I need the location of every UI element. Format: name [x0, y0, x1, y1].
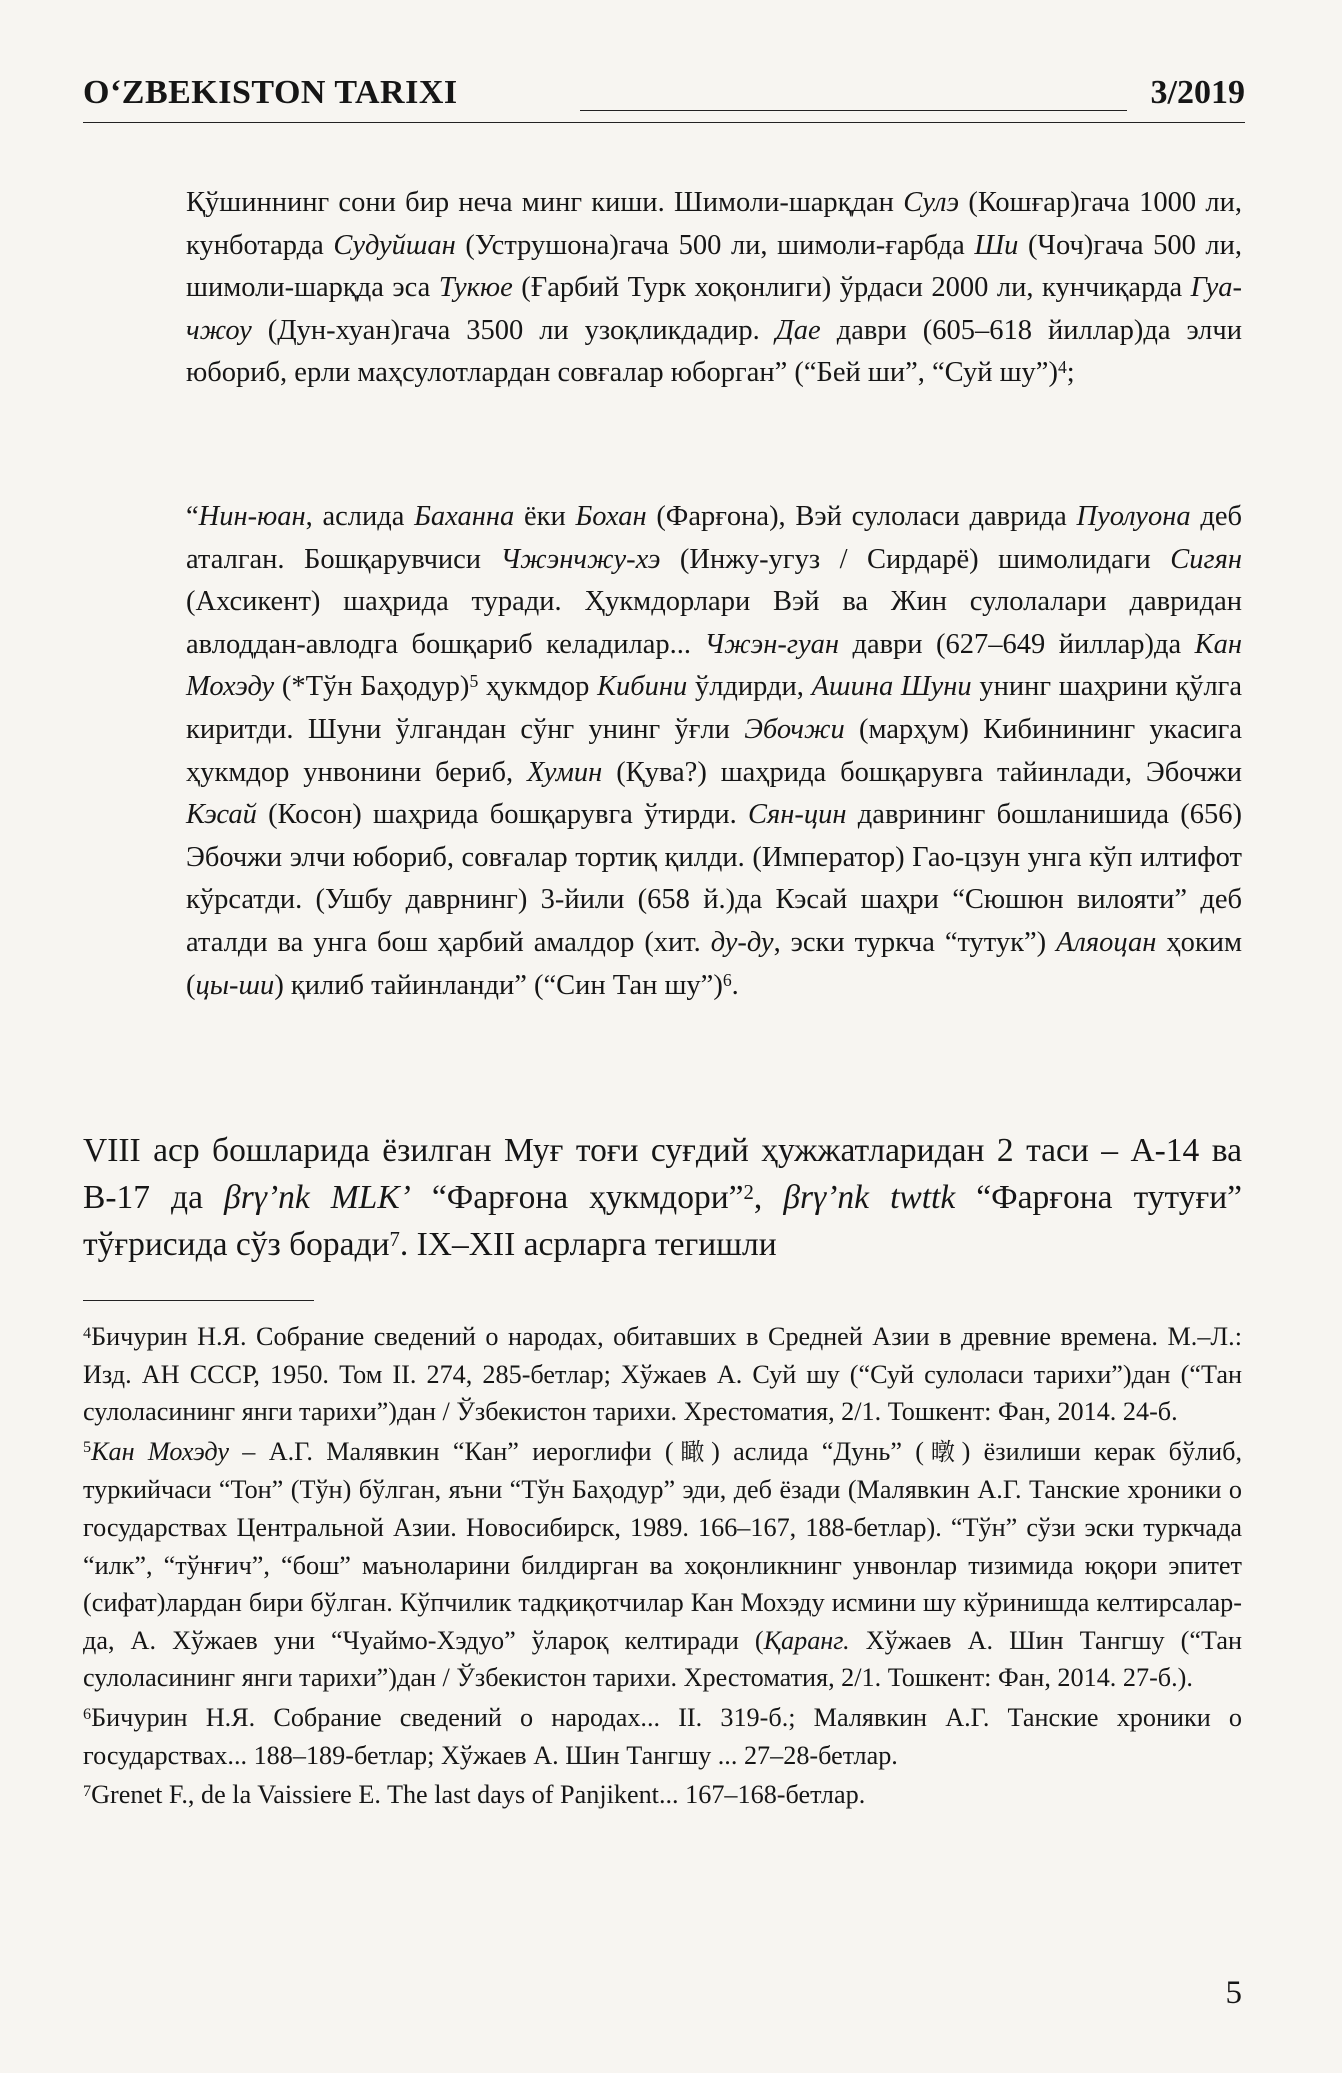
text-run: . IX–XII асрларга тегишли — [399, 1226, 777, 1263]
italic-term: Пуолуона — [1076, 501, 1191, 532]
footnote-5 — [83, 1433, 1242, 1697]
text-run: (Инжу-угуз / Сирдарё) шимолидаги — [660, 543, 1171, 575]
italic-term: Ашина Шуни — [811, 671, 972, 703]
footnote-ref-4[interactable]: 4 — [1057, 357, 1067, 378]
footnote-separator — [83, 1300, 314, 1301]
text-run: “ — [186, 501, 199, 532]
text-run: деб аталган. Бошқарувчиси — [186, 501, 1242, 575]
text-run: ) қилиб тайинланди” (“Син Тан шу”) — [274, 969, 723, 1001]
italic-term: Сян-цин — [748, 799, 847, 831]
footnote-text: – А.Г. Малявкин “Кан” иероглифи ( — [228, 1436, 674, 1466]
footnote-ref-5[interactable]: 5 — [469, 671, 479, 692]
footnote-number: 4 — [83, 1323, 92, 1342]
footnote-ref-2[interactable]: 2 — [743, 1180, 754, 1204]
text-run: (Ахсикент) шаҳрида туради. Ҳукмдорлари Вэй ва Жин сулолалари давридан авлоддан-авлодга бошқариб келадилар... — [186, 586, 1242, 660]
journal-title: O‘ZBEKISTON TARIXI — [83, 74, 458, 111]
text-run: (Кошғар)гача 1000 ли, кунботарда — [186, 187, 1242, 261]
italic-term: Чжэнчжу-хэ — [500, 543, 661, 575]
footnote-number: 5 — [83, 1438, 92, 1457]
italic-term: Эбочжи — [744, 713, 845, 745]
footnote-text: Бичурин Н.Я. Собрание сведений о народах... II. 319-б.; Малявкин А.Г. Танские хроники о государствах... 188–189-бетлар; Хўжаев А. Шин Тангшу ... 27–28-бетлар. — [83, 1702, 1242, 1770]
italic-term: ду-ду — [710, 926, 774, 958]
footnote-number: 7 — [83, 1781, 92, 1800]
text-run: ; — [1066, 357, 1075, 389]
text-run: (Уструшона)гача 500 ли, шимоли-ғарбда — [455, 229, 975, 261]
italic-term: цы-ши — [195, 969, 275, 1001]
quote-paragraph-1 — [186, 182, 1242, 395]
italic-term: Сулэ — [903, 187, 960, 218]
italic-term: Сигян — [1170, 543, 1242, 575]
text-run: даври (627–649 йиллар)да — [838, 628, 1195, 660]
text-run: , — [753, 1179, 784, 1216]
text-run: (Чоч)гача 500 ли, шимоли-шарқда эса — [186, 229, 1243, 304]
italic-term: Дае — [775, 314, 821, 346]
text-run: (Фарғона), Вэй сулоласи даврида — [646, 501, 1077, 532]
italic-term: Чжэн-гуан — [704, 628, 839, 660]
main-paragraph — [83, 1127, 1242, 1268]
text-run: (марҳум) Кибинининг укасига ҳукмдор унвонини бериб, — [186, 713, 1242, 788]
italic-term: Кэсай — [186, 799, 257, 831]
text-run: . — [731, 969, 739, 1001]
text-run: (Ғарбий Турк хоқонлиги) ўрдаси 2000 ли, кунчиқарда — [512, 272, 1191, 304]
footnote-text: Grenet F., de la Vaissiere E. The last days of Panjikent... 167–168-бетлар. — [91, 1780, 866, 1810]
text-run: даврининг бошланишида (656) Эбочжи элчи юбориб, совғалар тортиқ қилди. (Император) Гао-цзун унга кўп илтифот кўрсатди. (Ушбу даврнинг) 3-йили (658 й.)да Кэсай шаҳри “Сюшюн вилояти” деб аталди ва унга бош ҳарбий амалдор (хит. — [186, 799, 1242, 958]
cjk-character: 暾 — [924, 1437, 962, 1466]
italic-term: βrγ’nk twttk — [783, 1179, 956, 1216]
italic-term: Баханна — [414, 501, 515, 532]
italic-term: Қаранг. — [763, 1625, 850, 1655]
text-run: унинг шаҳрини қўлга киритди. Шуни ўлгандан сўнг унинг ўғли — [186, 671, 1243, 745]
italic-term: Кибини — [597, 671, 688, 703]
footnote-ref-7[interactable]: 7 — [389, 1227, 400, 1251]
text-run: “Фарғона тутуғи” тўғрисида сўз боради — [83, 1179, 1243, 1263]
text-run: ўлдирди, — [687, 671, 812, 703]
text-run: “Фарғона ҳукмдори” — [410, 1179, 744, 1216]
italic-term: Кан Мохэду — [91, 1436, 229, 1466]
running-header — [83, 70, 1245, 122]
cjk-character: 瞰 — [673, 1437, 712, 1466]
text-run: даври (605–618 йиллар)да элчи юбориб, ерли маҳсулотлардан совғалар юборган” (“Бей ши”, “Суй шу”) — [186, 314, 1242, 389]
text-run: , эски туркча “тутук”) — [773, 926, 1057, 958]
italic-term: Аляоцан — [1056, 926, 1157, 958]
footnote-number: 6 — [83, 1704, 92, 1723]
footnote-text: ) аслида “Дунь” ( — [711, 1436, 924, 1466]
text-run: (*Тўн Баҳодур) — [274, 671, 470, 703]
quote-block-2 — [186, 496, 1242, 1007]
text-run: VIII аср бошларида ёзилган Муғ тоғи суғдий ҳужжатларидан 2 таси – А-14 ва В-17 да — [83, 1132, 1242, 1216]
footnote-7 — [83, 1776, 1242, 1814]
italic-term: Тукюе — [438, 272, 513, 304]
quote-paragraph-2 — [186, 496, 1242, 1007]
italic-term: Гуа-чжоу — [186, 272, 1243, 346]
page-number: 5 — [1225, 1975, 1242, 2011]
quote-block-1 — [186, 182, 1242, 395]
text-run: (Косон) шаҳрида бошқарувга ўтирди. — [256, 799, 749, 831]
text-run: ҳоким ( — [186, 926, 1242, 1001]
text-run: (Қува?) шаҳрида бошқарувга тайинлади, Эбочжи — [602, 756, 1242, 788]
italic-term: Нин-юан — [198, 501, 306, 532]
text-run: (Дун-хуан)гача 3500 ли узоқликдадир. — [251, 314, 776, 346]
footnote-text: ) ёзилиши керак бўлиб, туркийчаси “Тон” (Тўн) бўлган, яъни “Тўн Баҳодур” эди, деб ёзади (Малявкин А.Г. Танские хроники о государствах Центральной Азии. Новосибирск, 1989. 166–167, 188-бетлар). “Тўн” сўзи эски туркчада “илк”, “тўнғич”, “бош” маъноларини билдирган ва хоқонликнинг унвонлар тизимида юқори эпитет (сифат)лардан бири бўлган. Кўпчилик тадқиқотчилар Кан Мохэду исмини шу кўринишда келтирсалар-да, А. Хўжаев уни “Чуаймо-Хэдуо” ўлароқ келтиради ( — [83, 1436, 1243, 1655]
footnote-text: Хўжаев А. Шин Тангшу (“Тан сулоласининг янги тарихи”)дан / Ўзбекистон тарихи. Хрестоматия, 2/1. Тошкент: Фан, 2014. 27-б.). — [83, 1625, 1242, 1693]
italic-term: Судуйшан — [333, 229, 456, 261]
footnote-4 — [83, 1318, 1242, 1431]
text-run: , аслида — [305, 501, 415, 532]
footnote-text: Бичурин Н.Я. Собрание сведений о народах, обитавших в Средней Азии в древние времена. М.–Л.: Изд. АН СССР, 1950. Том II. 274, 285-бетлар; Хўжаев А. Суй шу (“Суй сулоласи тарихи”)дан (“Тан сулоласининг янги тарихи”)дан / Ўзбекистон тарихи. Хрестоматия, 2/1. Тошкент: Фан, 2014. 24-б. — [83, 1322, 1242, 1427]
italic-term: Бохан — [575, 501, 647, 532]
italic-term: Хумин — [526, 756, 603, 788]
header-rule — [580, 110, 1127, 111]
text-run: ёки — [514, 501, 576, 532]
footnote-ref-6[interactable]: 6 — [722, 969, 732, 990]
footnote-6 — [83, 1699, 1242, 1774]
footnotes — [83, 1318, 1242, 1816]
italic-term: Ши — [974, 229, 1019, 261]
text-run: ҳукмдор — [478, 671, 598, 703]
text-run: Қўшиннинг сони бир неча минг киши. Шимоли-шарқдан — [186, 187, 904, 218]
header-underline — [83, 122, 1245, 123]
issue-number: 3/2019 — [1150, 74, 1245, 111]
italic-term: βrγ’nk MLK’ — [224, 1179, 411, 1216]
italic-term: Кан Мохэду — [186, 628, 1242, 703]
